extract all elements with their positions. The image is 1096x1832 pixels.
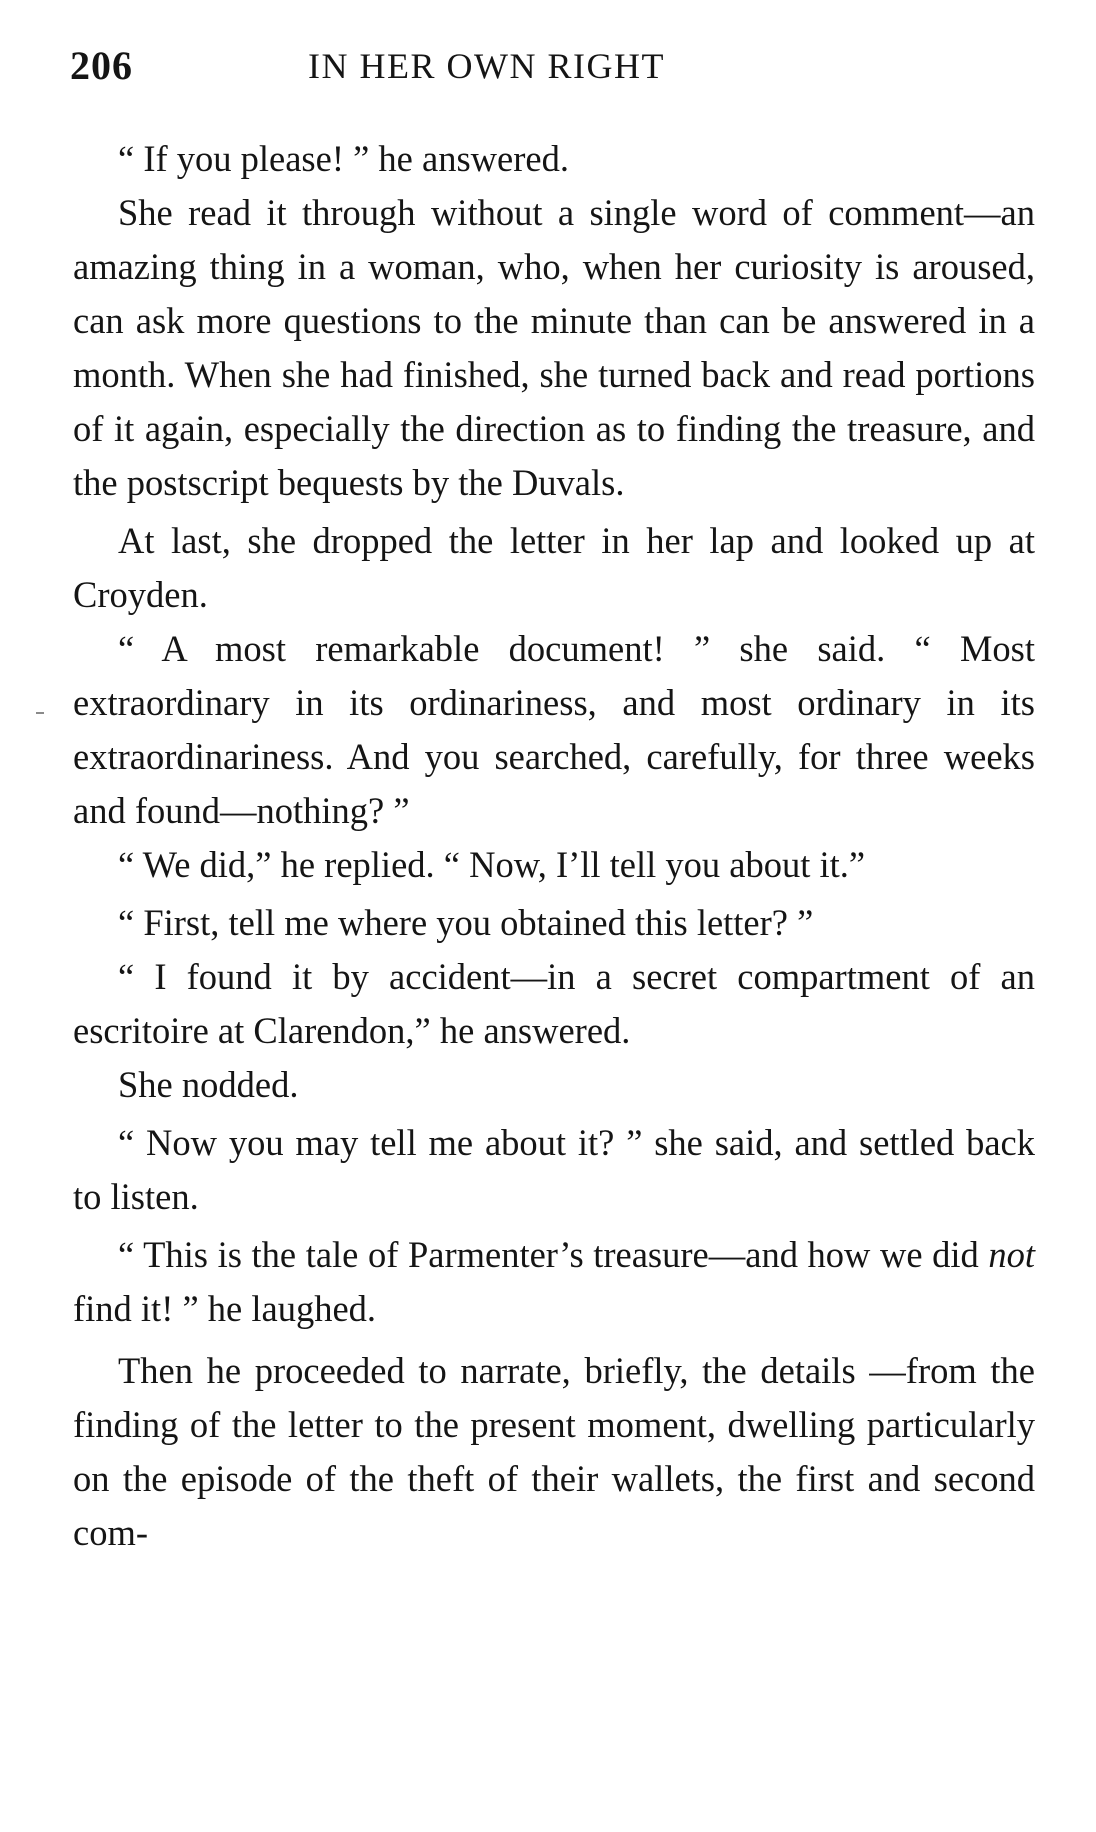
page-header xyxy=(70,36,1040,96)
paragraph-7: “ I found it by accident—in a secret compartment of an escritoire at Clarendon,” he answered. xyxy=(73,956,1035,1051)
paragraph-3: At last, she dropped the letter in her lap and looked up at Croyden. xyxy=(73,520,1035,615)
paragraph-10 xyxy=(73,1228,1035,1336)
paragraph-4: “ A most remarkable document! ” she said. “ Most extraordinary in its ordinariness, and most ordinary in its extraordinariness. And you searched, carefully, for three weeks and found—nothing? ” xyxy=(73,628,1035,831)
margin-mark xyxy=(36,712,44,714)
paragraph-10-tail: find it! ” he laughed. xyxy=(73,1288,377,1329)
page-number: 206 xyxy=(70,43,133,88)
paragraph-5: “ We did,” he replied. “ Now, I’ll tell you about it.” xyxy=(118,844,866,885)
paragraph-9: “ Now you may tell me about it? ” she said, and settled back to listen. xyxy=(73,1122,1035,1217)
paragraph-8: She nodded. xyxy=(118,1064,299,1105)
paragraph-10-italic: not xyxy=(988,1234,1035,1275)
body-text xyxy=(73,132,1035,1560)
paragraph-11: Then he proceeded to narrate, briefly, the details —from the finding of the letter to the present moment, dwelling particularly on the episode of the theft of their wallets, the first and second com- xyxy=(73,1350,1035,1553)
paragraph-6: “ First, tell me where you obtained this letter? ” xyxy=(118,902,814,943)
paragraph-1: “ If you please! ” he answered. xyxy=(118,138,569,179)
paragraph-2: She read it through without a single word of comment—an amazing thing in a woman, who, when her curiosity is aroused, can ask more questions to the minute than can be answered in a month. When she had finished, she turned back and read portions of it again, especially the direction as to finding the treasure, and the postscript bequests by the Duvals. xyxy=(73,192,1035,503)
paragraph-10-lead: “ This is the tale of Parmenter’s treasure—and how we did xyxy=(118,1234,989,1275)
running-title: IN HER OWN RIGHT xyxy=(308,46,665,86)
